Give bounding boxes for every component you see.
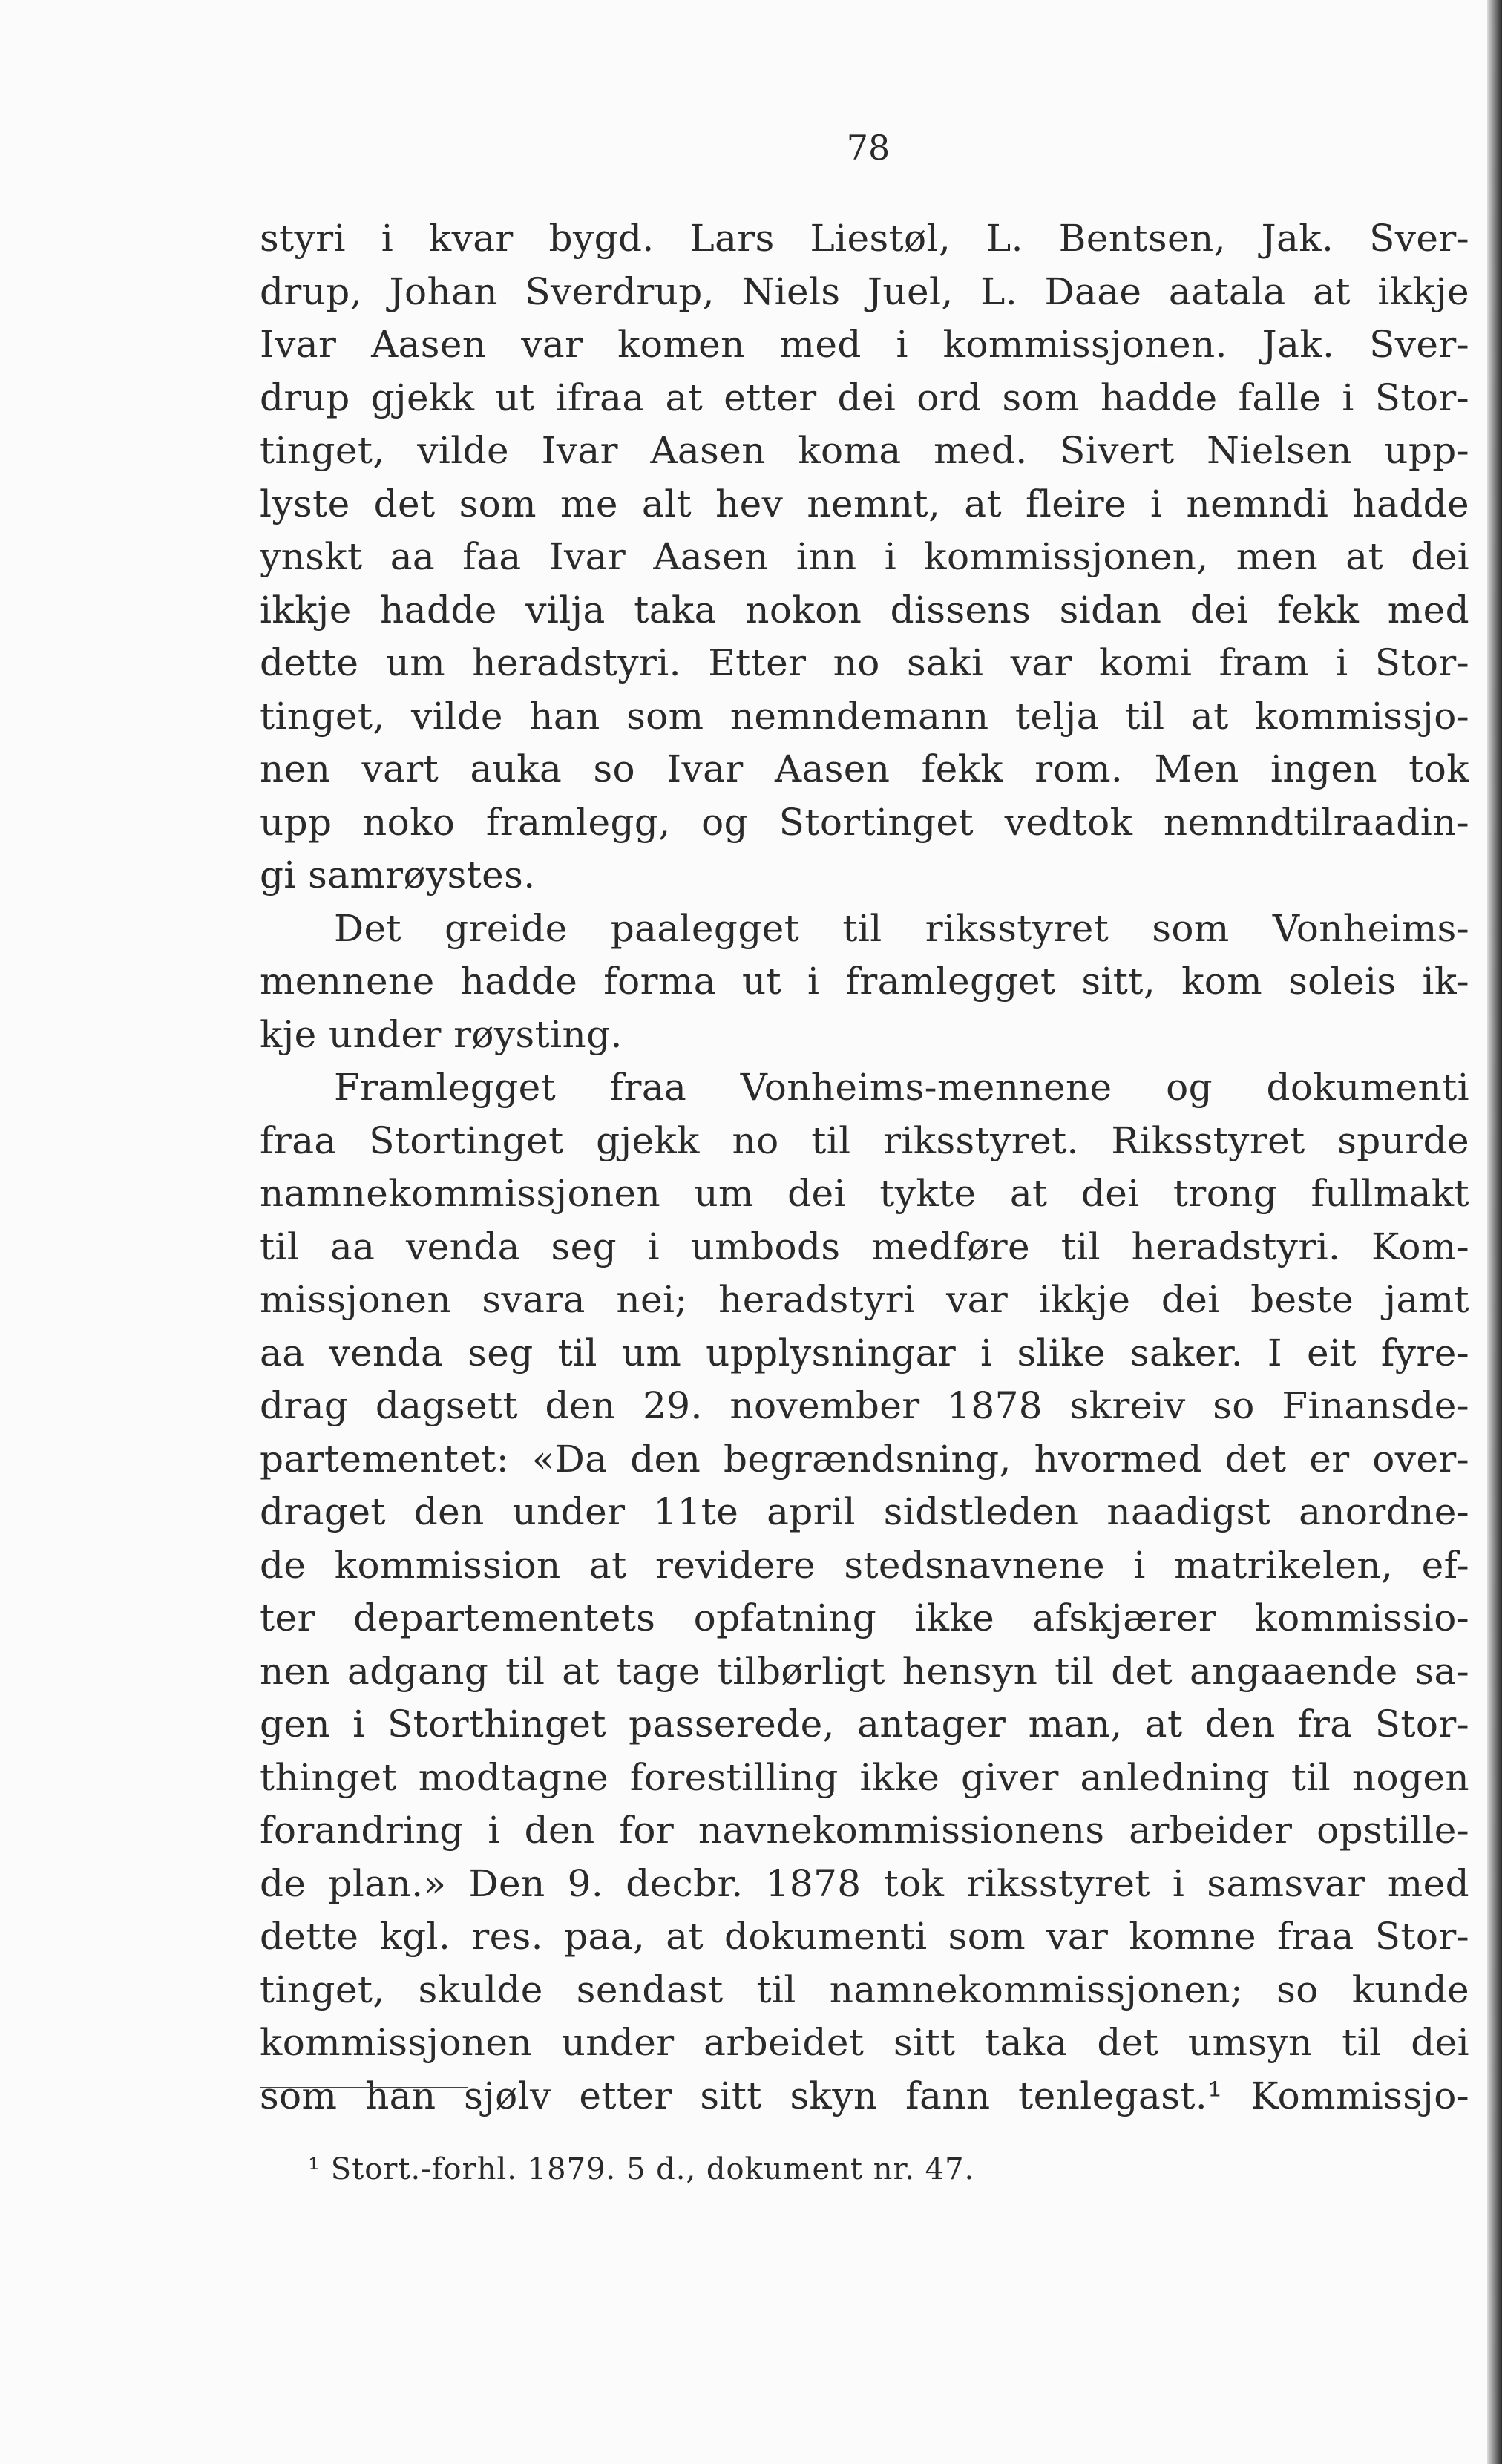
- text-line: gen i Storthinget passerede, antager man, at den fra Stor-: [260, 1703, 1469, 1746]
- text-line: fraa Stortinget gjekk no til riksstyret. Riksstyret spurde: [260, 1118, 1469, 1162]
- text-line: drag dagsett den 29. november 1878 skreiv so Finansde-: [260, 1384, 1469, 1427]
- text-line: namnekommissjonen um dei tykte at dei trong fullmakt: [260, 1172, 1469, 1215]
- text-line: missjonen svara nei; heradstyri var ikkje dei beste jamt: [260, 1278, 1469, 1321]
- text-line: som han sjølv etter sitt skyn fann tenlegast.¹ Kommissjo-: [260, 2074, 1469, 2117]
- text-line: de kommission at revidere stedsnavnene i matrikelen, ef-: [260, 1543, 1469, 1587]
- text-line: partementet: «Da den begrændsning, hvormed det er over-: [260, 1437, 1469, 1481]
- text-line: drup, Johan Sverdrup, Niels Juel, L. Daae aatala at ikkje: [260, 269, 1469, 313]
- text-line: til aa venda seg i umbods medføre til heradstyri. Kom-: [260, 1225, 1469, 1268]
- text-line: lyste det som me alt hev nemnt, at fleire i nemndi hadde: [260, 482, 1469, 525]
- text-line: ikkje hadde vilja taka nokon dissens sidan dei fekk med: [260, 588, 1469, 632]
- text-line: tinget, vilde Ivar Aasen koma med. Sivert Nielsen upp-: [260, 429, 1469, 472]
- text-line: drup gjekk ut ifraa at etter dei ord som hadde falle i Stor-: [260, 376, 1469, 419]
- text-line: aa venda seg til um upplysningar i slike saker. I eit fyre-: [260, 1331, 1469, 1374]
- text-line: ter departementets opfatning ikke afskjærer kommissio-: [260, 1596, 1469, 1639]
- body-text: [260, 212, 1469, 2123]
- text-line: de plan.» Den 9. decbr. 1878 tok riksstyret i samsvar med: [260, 1861, 1469, 1905]
- text-line: nen vart auka so Ivar Aasen fekk rom. Men ingen tok: [260, 747, 1469, 790]
- text-line: thinget modtagne forestilling ikke giver anledning til nogen: [260, 1755, 1469, 1799]
- text-line: forandring i den for navnekommissionens arbeider opstille-: [260, 1809, 1469, 1852]
- text-line: nen adgang til at tage tilbørligt hensyn til det angaaende sa-: [260, 1649, 1469, 1693]
- text-line: Framlegget fraa Vonheims-mennene og dokumenti: [334, 1066, 1469, 1109]
- text-line: mennene hadde forma ut i framlegget sitt, kom soleis ik-: [260, 960, 1469, 1003]
- text-line: upp noko framlegg, og Stortinget vedtok nemndtilraadin-: [260, 800, 1469, 844]
- text-line: gi samrøystes.: [260, 853, 536, 897]
- footnote: ¹ Stort.-forhl. 1879. 5 d., dokument nr. 47.: [308, 2152, 975, 2186]
- text-line: styri i kvar bygd. Lars Liestøl, L. Bentsen, Jak. Sver-: [260, 217, 1469, 260]
- text-line: tinget, skulde sendast til namnekommissjonen; so kunde: [260, 1967, 1469, 2011]
- text-line: tinget, vilde han som nemndemann telja til at kommissjo-: [260, 694, 1469, 738]
- text-line: kje under røysting.: [260, 1012, 623, 1056]
- text-line: ynskt aa faa Ivar Aasen inn i kommissjonen, men at dei: [260, 535, 1469, 578]
- text-line: dette kgl. res. paa, at dokumenti som var komne fraa Stor-: [260, 1915, 1469, 1958]
- page-edge-shadow: [1487, 0, 1502, 2464]
- text-line: dette um heradstyri. Etter no saki var komi fram i Stor-: [260, 641, 1469, 684]
- text-line: Ivar Aasen var komen med i kommissjonen. Jak. Sver-: [260, 323, 1469, 366]
- page-number: 78: [846, 128, 891, 168]
- footnote-divider: [260, 2087, 468, 2088]
- text-line: draget den under 11te april sidstleden naadigst anordne-: [260, 1490, 1469, 1533]
- text-line: kommissjonen under arbeidet sitt taka det umsyn til dei: [260, 2021, 1469, 2064]
- text-line: Det greide paalegget til riksstyret som Vonheims-: [334, 906, 1469, 950]
